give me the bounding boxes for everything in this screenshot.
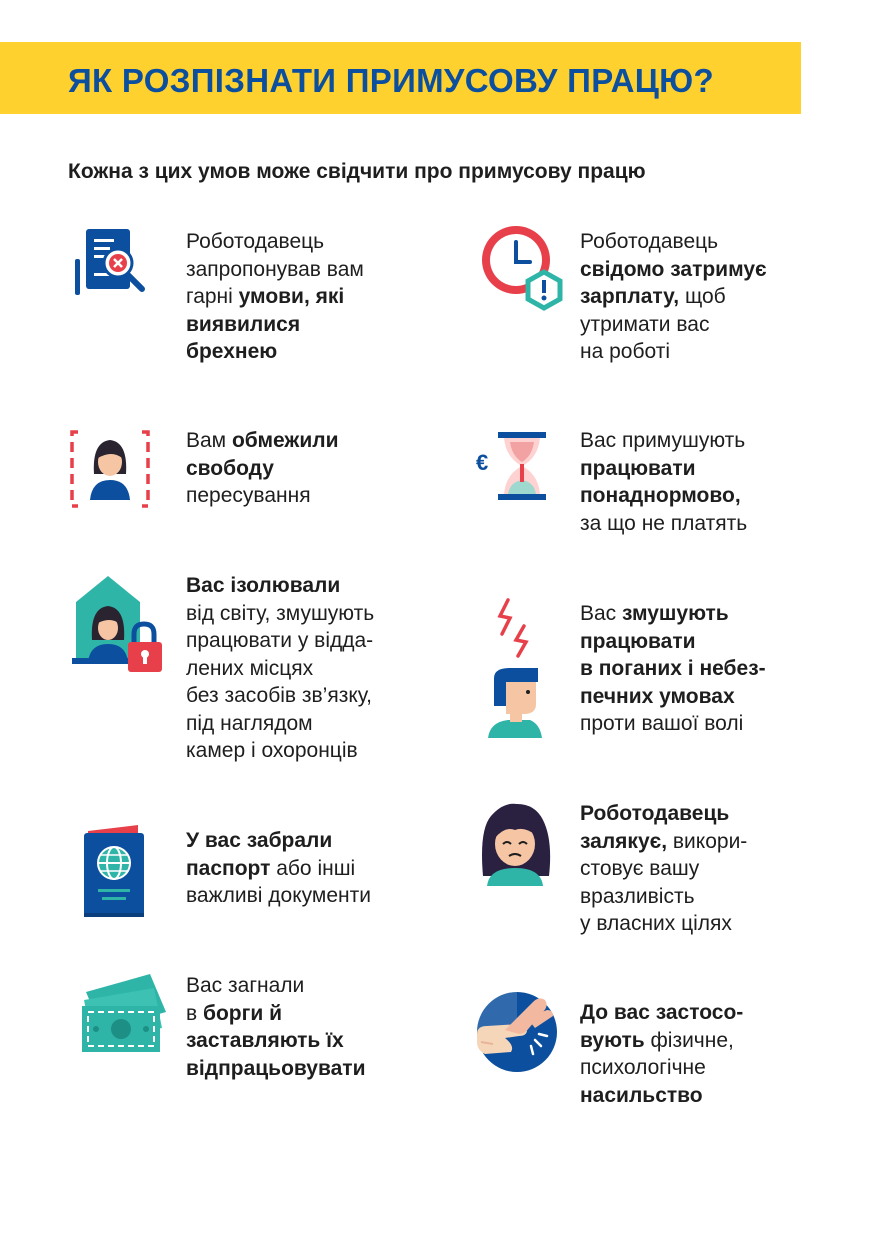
- text-line: [580, 256, 767, 284]
- bold-segment: заставляють їх: [186, 1029, 344, 1052]
- bold-segment: зарплату,: [580, 285, 680, 308]
- page-subtitle: Кожна з цих умов може свідчити про примусову працю: [68, 160, 646, 183]
- bold-segment: печних умовах: [580, 684, 735, 708]
- condition-text: [186, 972, 365, 1082]
- text-line: [580, 311, 767, 339]
- text-line: [186, 1000, 365, 1028]
- text-line: [186, 482, 338, 510]
- text-line: [580, 855, 747, 883]
- text-line: [580, 655, 766, 683]
- text-line: [580, 828, 747, 856]
- text-segment: під наглядом: [186, 711, 313, 735]
- text-line: [186, 1027, 365, 1055]
- text-segment: Роботодавець: [580, 230, 719, 253]
- text-line: [580, 883, 747, 911]
- sad-woman-icon: [477, 800, 553, 886]
- bold-segment: працювати: [580, 456, 696, 480]
- text-segment: працювати у відда-: [186, 629, 374, 652]
- isolated-house-lock-icon: [70, 572, 166, 678]
- bold-segment: насильство: [580, 1083, 703, 1107]
- stressed-worker-icon: [484, 598, 546, 742]
- text-segment: за що не платять: [580, 511, 748, 535]
- bold-segment: в поганих і небез-: [580, 657, 766, 680]
- euro-symbol: €: [476, 450, 489, 475]
- text-segment: гарні: [186, 285, 239, 308]
- text-segment: від світу, змушують: [186, 601, 375, 625]
- bold-segment: обмежили: [231, 429, 339, 452]
- text-line: [186, 427, 338, 455]
- money-icon: [80, 972, 174, 1056]
- bold-segment: До вас застосо-: [580, 1001, 744, 1024]
- text-segment: або інші: [270, 856, 356, 880]
- text-line: [186, 627, 374, 655]
- bold-segment: брехнею: [186, 340, 278, 363]
- clock-warning-icon: [478, 222, 568, 312]
- text-line: [580, 427, 747, 455]
- condition-text: [580, 427, 747, 537]
- bold-segment: борги й: [203, 1001, 283, 1025]
- document-magnifier-icon: [70, 225, 150, 300]
- hourglass-euro-icon: [496, 430, 548, 502]
- page-title: ЯК РОЗПІЗНАТИ ПРИМУСОВУ ПРАЦЮ?: [68, 62, 714, 99]
- bold-segment: умови, які: [238, 285, 345, 308]
- text-line: [580, 482, 747, 510]
- text-line: [580, 1027, 743, 1055]
- text-line: [580, 283, 767, 311]
- text-segment: без засобів зв’язку,: [186, 684, 372, 707]
- text-line: [186, 682, 374, 710]
- text-line: [580, 628, 766, 656]
- bold-segment: змушують: [622, 602, 729, 625]
- text-line: [186, 256, 364, 284]
- text-line: [580, 455, 747, 483]
- text-line: [186, 655, 374, 683]
- bold-segment: працювати: [580, 629, 696, 653]
- text-line: [580, 338, 767, 366]
- text-segment: Роботодавець: [186, 230, 325, 253]
- text-line: [186, 572, 374, 600]
- condition-text: [580, 999, 743, 1109]
- text-line: [580, 510, 747, 538]
- text-segment: утримати вас: [580, 312, 710, 336]
- condition-text: [580, 600, 766, 738]
- text-segment: проти вашої волі: [580, 712, 744, 735]
- text-segment: запропонував вам: [186, 257, 364, 281]
- text-line: [186, 283, 364, 311]
- text-line: [186, 737, 374, 765]
- bold-segment: відпрацьовувати: [186, 1056, 366, 1080]
- text-segment: лених місцях: [186, 656, 314, 680]
- bold-segment: залякує,: [580, 829, 668, 853]
- text-segment: в: [186, 1001, 203, 1025]
- text-line: [580, 228, 767, 256]
- text-segment: стовує вашу: [580, 857, 700, 880]
- text-segment: викори-: [667, 829, 748, 853]
- text-line: [580, 999, 743, 1027]
- condition-text: [580, 228, 767, 366]
- condition-text: [186, 427, 338, 510]
- text-segment: Вас загнали: [186, 974, 305, 997]
- text-segment: важливі документи: [186, 884, 371, 907]
- text-line: [186, 228, 364, 256]
- text-line: [580, 800, 747, 828]
- bold-segment: Роботодавець: [580, 802, 730, 825]
- bold-segment: паспорт: [186, 856, 271, 880]
- bold-segment: вують: [580, 1028, 645, 1052]
- text-segment: Вас: [580, 602, 623, 625]
- text-line: [186, 882, 371, 910]
- text-line: [580, 1054, 743, 1082]
- bold-segment: Вас ізолювали: [186, 574, 341, 597]
- text-line: [580, 1082, 743, 1110]
- title-banner: [0, 42, 801, 114]
- condition-text: [186, 228, 364, 366]
- text-line: [186, 600, 374, 628]
- text-line: [186, 1055, 365, 1083]
- restricted-person-icon: [68, 428, 152, 510]
- condition-text: [186, 827, 371, 910]
- text-line: [186, 855, 371, 883]
- text-segment: фізичне,: [644, 1028, 734, 1052]
- text-line: [186, 972, 365, 1000]
- text-segment: у власних цілях: [580, 912, 732, 935]
- text-line: [186, 827, 371, 855]
- text-line: [580, 910, 747, 938]
- text-segment: Вас примушують: [580, 429, 746, 452]
- text-segment: камер і охоронців: [186, 739, 358, 762]
- bold-segment: виявилися: [186, 312, 301, 336]
- bold-segment: понаднормово,: [580, 484, 741, 507]
- passport-icon: [82, 823, 148, 919]
- bold-segment: свободу: [186, 456, 274, 480]
- text-line: [186, 338, 364, 366]
- text-line: [186, 455, 338, 483]
- text-segment: вразливість: [580, 884, 695, 908]
- text-line: [186, 710, 374, 738]
- text-line: [580, 600, 766, 628]
- text-segment: Вам: [186, 429, 232, 452]
- bold-segment: свідомо затримує: [580, 257, 767, 281]
- text-segment: на роботі: [580, 340, 670, 363]
- text-line: [580, 683, 766, 711]
- text-segment: психологічне: [580, 1056, 706, 1079]
- text-segment: щоб: [679, 285, 726, 308]
- bold-segment: У вас забрали: [186, 829, 333, 852]
- violence-hands-icon: [475, 990, 559, 1074]
- text-line: [186, 311, 364, 339]
- text-line: [580, 710, 766, 738]
- condition-text: [186, 572, 374, 765]
- text-segment: пересування: [186, 484, 311, 507]
- condition-text: [580, 800, 747, 938]
